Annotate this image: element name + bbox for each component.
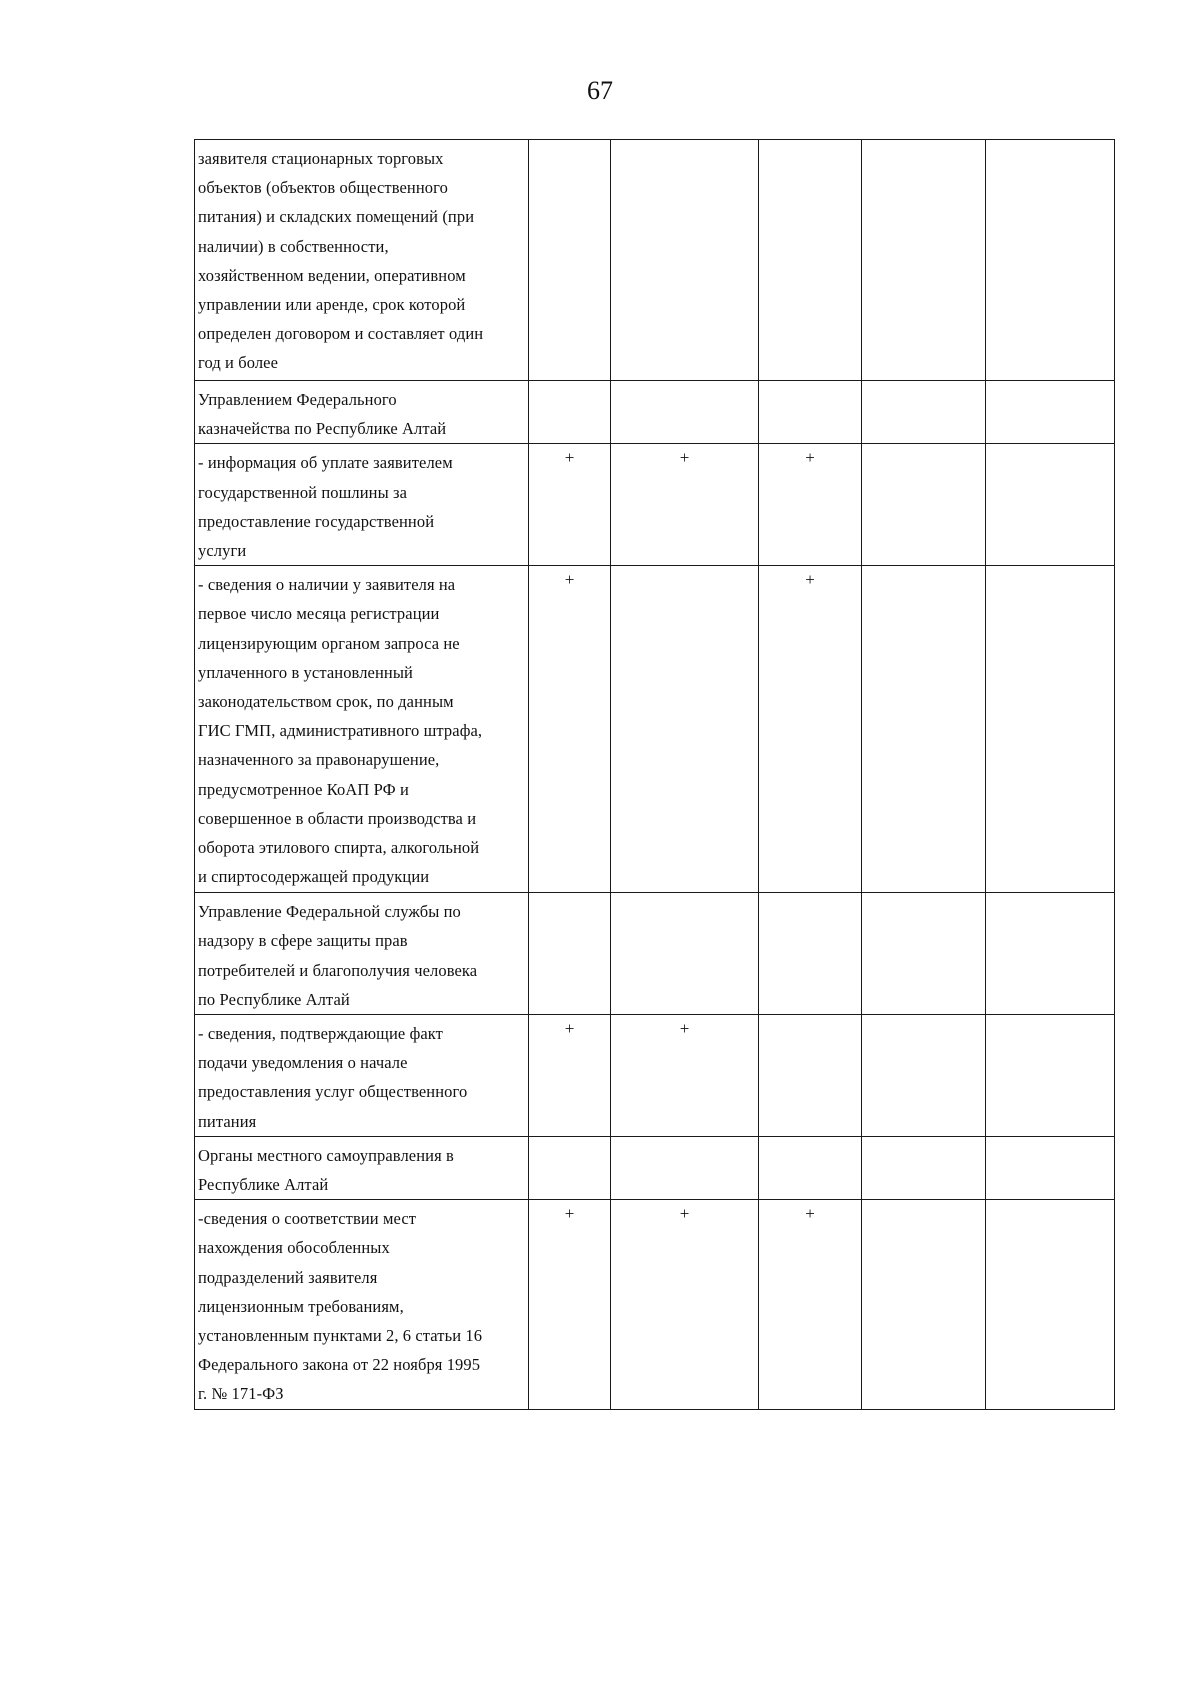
mark-cell [986, 566, 1115, 893]
mark-cell: + [759, 444, 862, 566]
mark-cell [759, 381, 862, 444]
mark-cell [862, 444, 986, 566]
mark-cell [862, 1200, 986, 1409]
table-row [195, 140, 1115, 381]
mark-cell [862, 1015, 986, 1137]
row-description: - информация об уплате заявителем государственной пошлины за предоставление государственной услуги [195, 444, 529, 566]
mark-cell [611, 893, 759, 1015]
document-table [194, 139, 1115, 1410]
mark-cell: + [529, 566, 611, 893]
mark-cell [986, 381, 1115, 444]
row-description: - сведения, подтверждающие факт подачи уведомления о начале предоставления услуг общественного питания [195, 1015, 529, 1137]
mark-cell [986, 1015, 1115, 1137]
mark-cell [986, 140, 1115, 381]
table-row [195, 566, 1115, 893]
mark-cell [862, 381, 986, 444]
row-description: - сведения о наличии у заявителя на первое число месяца регистрации лицензирующим органом запроса не уплаченного в установленный законодательством срок, по данным ГИС ГМП, административного штрафа, назначенного за правонарушение, предусмотренное КоАП РФ и совершенное в области производства и оборота этилового спирта, алкогольной и спиртосодержащей продукции [195, 566, 529, 893]
table-row [195, 381, 1115, 444]
mark-cell [986, 444, 1115, 566]
mark-cell [611, 566, 759, 893]
mark-cell: + [529, 1200, 611, 1409]
mark-cell [862, 1136, 986, 1199]
mark-cell [611, 1136, 759, 1199]
table-row [195, 444, 1115, 566]
mark-cell [986, 1200, 1115, 1409]
mark-cell: + [611, 444, 759, 566]
mark-cell [529, 893, 611, 1015]
mark-cell [862, 566, 986, 893]
mark-cell [529, 381, 611, 444]
row-description: Управлением Федерального казначейства по Республике Алтай [195, 381, 529, 444]
mark-cell: + [759, 1200, 862, 1409]
page-number: 67 [587, 76, 613, 105]
row-description: Управление Федеральной службы по надзору в сфере защиты прав потребителей и благополучия человека по Республике Алтай [195, 893, 529, 1015]
mark-cell [759, 893, 862, 1015]
mark-cell [611, 381, 759, 444]
mark-cell [611, 140, 759, 381]
mark-cell [759, 140, 862, 381]
row-description: -сведения о соответствии мест нахождения обособленных подразделений заявителя лицензионным требованиям, установленным пунктами 2, 6 статьи 16 Федерального закона от 22 ноября 1995 г. № 171-ФЗ [195, 1200, 529, 1409]
mark-cell [862, 140, 986, 381]
table-row [195, 1015, 1115, 1137]
mark-cell [759, 1015, 862, 1137]
mark-cell [529, 140, 611, 381]
table-row [195, 1136, 1115, 1199]
mark-cell: + [529, 444, 611, 566]
mark-cell [529, 1136, 611, 1199]
mark-cell: + [759, 566, 862, 893]
table-row [195, 1200, 1115, 1409]
mark-cell [986, 1136, 1115, 1199]
mark-cell: + [611, 1200, 759, 1409]
row-description: заявителя стационарных торговых объектов (объектов общественного питания) и складских помещений (при наличии) в собственности, хозяйственном ведении, оперативном управлении или аренде, срок которой определен договором и составляет один год и более [195, 140, 529, 381]
row-description: Органы местного самоуправления в Республике Алтай [195, 1136, 529, 1199]
mark-cell: + [529, 1015, 611, 1137]
mark-cell [986, 893, 1115, 1015]
mark-cell: + [611, 1015, 759, 1137]
mark-cell [862, 893, 986, 1015]
table-row [195, 893, 1115, 1015]
mark-cell [759, 1136, 862, 1199]
